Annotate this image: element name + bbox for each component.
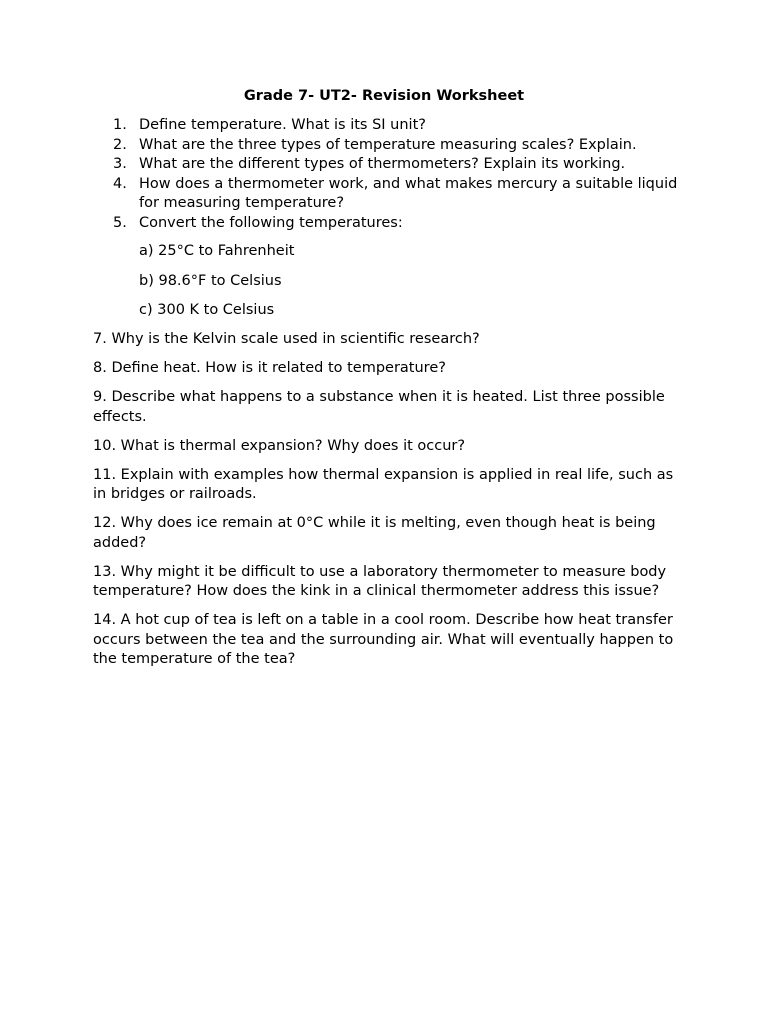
question-number: 5. — [113, 214, 127, 231]
question-number: 4. — [113, 175, 127, 192]
conversion-part: b) 98.6°F to Celsius — [139, 272, 282, 289]
question-paragraph: 9. Describe what happens to a substance when it is heated. List three possible effects. — [93, 389, 665, 425]
question-text: What are the different types of thermometers? Explain its working. — [139, 156, 626, 172]
question-paragraph: 11. Explain with examples how thermal expansion is applied in real life, such as in bridges or railroads. — [93, 466, 674, 502]
list-item — [113, 175, 683, 214]
question-number: 1. — [113, 117, 127, 133]
conversion-parts-list — [139, 242, 639, 331]
question-text: How does a thermometer work, and what makes mercury a suitable liquid for measuring temperature? — [139, 175, 678, 211]
question-paragraph: 7. Why is the Kelvin scale used in scientific research? — [93, 331, 480, 347]
worksheet-title: Grade 7- UT2- Revision Worksheet — [243, 88, 525, 104]
conversion-part: a) 25°C to Fahrenheit — [139, 243, 295, 259]
question-paragraph: 10. What is thermal expansion? Why does it occur? — [93, 437, 466, 454]
list-item — [113, 214, 683, 234]
question-text: Define temperature. What is its SI unit? — [139, 117, 426, 133]
question-paragraph: 14. A hot cup of tea is left on a table in a cool room. Describe how heat transfer occurs between the tea and the surrounding air. What will eventually happen to the temperature of the tea? — [93, 612, 674, 667]
question-number: 3. — [113, 156, 127, 172]
list-item — [113, 155, 683, 175]
numbered-question-list — [113, 116, 683, 233]
list-item — [113, 136, 683, 156]
question-paragraph: 13. Why might it be difficult to use a laboratory thermometer to measure body temperature? How does the kink in a clinical thermometer address this issue? — [93, 563, 667, 599]
question-text: What are the three types of temperature measuring scales? Explain. — [139, 136, 637, 153]
question-paragraph: 12. Why does ice remain at 0°C while it is melting, even though heat is being added? — [93, 515, 656, 551]
question-number: 2. — [113, 136, 127, 153]
question-paragraphs — [93, 330, 683, 679]
question-text: Convert the following temperatures: — [139, 214, 403, 231]
list-item — [113, 116, 683, 136]
question-paragraph: 8. Define heat. How is it related to temperature? — [93, 360, 446, 376]
conversion-part: c) 300 K to Celsius — [139, 302, 275, 318]
